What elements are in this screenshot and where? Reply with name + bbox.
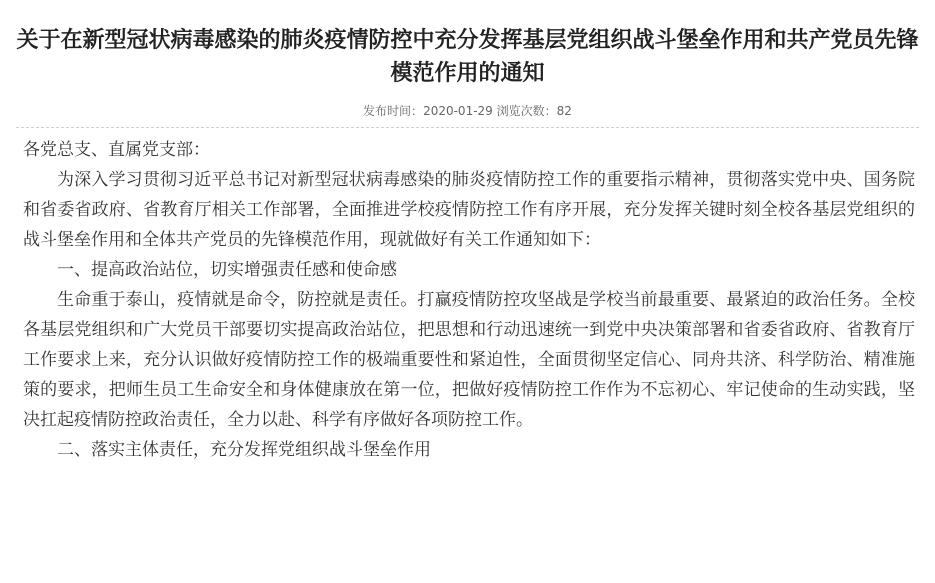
salutation: 各党总支、直属党支部： (23, 140, 210, 160)
publish-time-label: 发布时间： (363, 104, 424, 118)
publish-time-value: 2020-01-29 (423, 104, 493, 118)
view-count-value: 82 (556, 104, 572, 118)
title-divider (16, 127, 919, 128)
article-meta (0, 103, 935, 119)
view-count-label: 浏览次数： (496, 104, 557, 118)
article-title: 关于在新型冠状病毒感染的肺炎疫情防控中充分发挥基层党组织战斗堡垒作用和共产党员先锋模范作用的通知 (16, 28, 919, 86)
section-1-paragraph: 生命重于泰山，疫情就是命令，防控就是责任。打赢疫情防控攻坚战是学校当前最重要、最紧迫的政治任务。全校各基层党组织和广大党员干部要切实提高政治站位，把思想和行动迅速统一到党中央决策部署和省委省政府、省教育厅工作要求上来，充分认识做好疫情防控工作的极端重要性和紧迫性，全面贯彻坚定信心、同舟共济、科学防治、精准施策的要求，把师生员工生命安全和身体健康放在第一位，把做好疫情防控工作作为不忘初心、牢记使命的生动实践，坚决扛起疫情防控政治责任，全力以赴、科学有序做好各项防控工作。 (23, 290, 915, 430)
section-heading-2: 二、落实主体责任，充分发挥党组织战斗堡垒作用 (57, 440, 431, 460)
article-body (23, 135, 915, 465)
section-heading-1: 一、提高政治站位，切实增强责任感和使命感 (57, 260, 397, 280)
intro-paragraph: 为深入学习贯彻习近平总书记对新型冠状病毒感染的肺炎疫情防控工作的重要指示精神，贯彻落实党中央、国务院和省委省政府、省教育厅相关工作部署，全面推进学校疫情防控工作有序开展，充分发挥关键时刻全校各基层党组织的战斗堡垒作用和全体共产党员的先锋模范作用，现就做好有关工作通知如下： (23, 170, 915, 250)
